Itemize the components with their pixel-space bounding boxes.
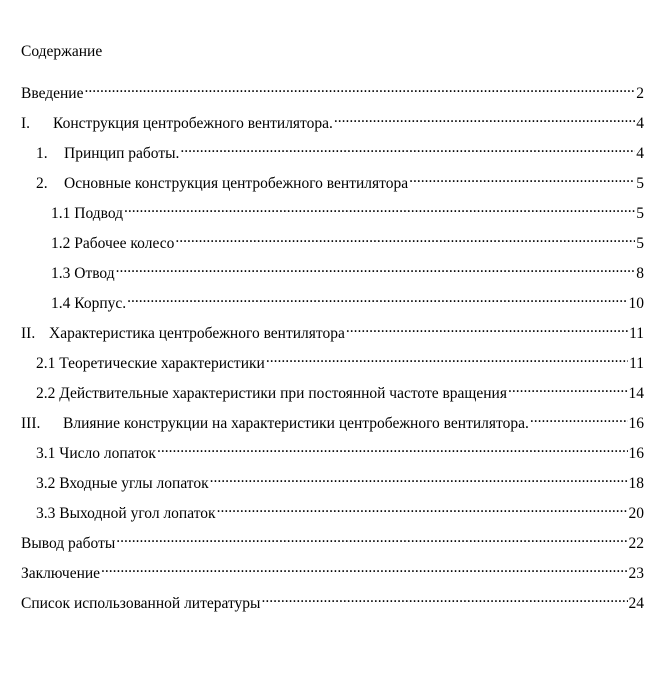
toc-leader <box>261 588 627 608</box>
toc-leader <box>175 228 635 248</box>
toc-entry-page: 4 <box>636 115 644 132</box>
toc-entry-label: 1.2 Рабочее колесо <box>51 235 175 252</box>
toc-leader <box>266 348 628 368</box>
toc-entry-number: I. <box>21 115 31 132</box>
toc-entry-page: 16 <box>628 445 644 462</box>
toc-leader <box>180 138 635 158</box>
toc-entry[interactable] <box>36 438 644 464</box>
toc-leader <box>127 288 627 308</box>
toc-leader <box>210 468 628 488</box>
toc-entry[interactable] <box>21 528 644 554</box>
toc-entry-label: 1.1 Подвод <box>51 205 124 222</box>
toc-entry-label: 1.4 Корпус. <box>51 295 127 312</box>
toc-entry-page: 4 <box>636 145 644 162</box>
toc-entry-page: 23 <box>628 565 644 582</box>
toc-entry-page: 11 <box>629 355 644 372</box>
toc-entry[interactable] <box>36 348 644 374</box>
toc-entry-label: Заключение <box>21 565 101 582</box>
toc-leader <box>84 78 635 98</box>
toc-entry-page: 8 <box>636 265 644 282</box>
toc-entry-label: 1.3 Отвод <box>51 265 115 282</box>
toc-entry-page: 5 <box>636 175 644 192</box>
toc-entry[interactable] <box>36 498 644 524</box>
toc-leader <box>508 378 628 398</box>
toc-entry-label: Основные конструкция центробежного вентилятора <box>64 175 409 192</box>
toc-leader <box>409 168 635 188</box>
toc-leader <box>530 408 628 428</box>
toc-entry-number: II. <box>21 325 36 342</box>
toc-entry[interactable] <box>21 408 644 434</box>
toc-entry-page: 16 <box>628 415 644 432</box>
toc-entry-page: 14 <box>628 385 644 402</box>
toc-entry[interactable] <box>36 378 644 404</box>
toc-entry-page: 11 <box>629 325 644 342</box>
toc-entry[interactable] <box>36 468 644 494</box>
toc-entry-label: 3.3 Выходной угол лопаток <box>36 505 216 522</box>
toc-entry-label: Введение <box>21 85 84 102</box>
toc-leader <box>217 498 628 518</box>
toc-heading: Содержание <box>21 43 103 60</box>
toc-entry[interactable] <box>51 198 644 224</box>
toc-entry-label: Список использованной литературы <box>21 595 261 612</box>
toc-entry[interactable] <box>36 138 644 164</box>
toc-entry-page: 22 <box>628 535 644 552</box>
toc-entry[interactable] <box>36 168 644 194</box>
toc-entry[interactable] <box>51 288 644 314</box>
toc-entry[interactable] <box>51 228 644 254</box>
toc-entry-label: 2.2 Действительные характеристики при постоянной частоте вращения <box>36 385 507 402</box>
toc-leader <box>116 258 636 278</box>
toc-leader <box>157 438 628 458</box>
toc-entry-number: 1. <box>36 145 48 162</box>
toc-entry-label: 3.1 Число лопаток <box>36 445 156 462</box>
toc-entry-page: 24 <box>628 595 644 612</box>
toc-entry-page: 10 <box>628 295 644 312</box>
toc-entry-label: 3.2 Входные углы лопаток <box>36 475 209 492</box>
toc-entry-number: 2. <box>36 175 48 192</box>
toc-entry[interactable] <box>21 78 644 104</box>
toc-leader <box>116 528 627 548</box>
toc-entry[interactable] <box>51 258 644 284</box>
toc-entry[interactable] <box>21 318 644 344</box>
toc-entry-page: 5 <box>636 205 644 222</box>
toc-leader <box>346 318 628 338</box>
toc-entry-label: 2.1 Теоретические характеристики <box>36 355 265 372</box>
toc-leader <box>124 198 635 218</box>
toc-entry-label: Конструкция центробежного вентилятора. <box>53 115 333 132</box>
toc-entry[interactable] <box>21 558 644 584</box>
toc-entry-label: Принцип работы. <box>64 145 180 162</box>
toc-entry-label: Характеристика центробежного вентилятора <box>49 325 345 342</box>
toc-entry[interactable] <box>21 588 644 614</box>
toc-leader <box>334 108 635 128</box>
toc-entry-page: 2 <box>636 85 644 102</box>
toc-entry-page: 20 <box>628 505 644 522</box>
toc-entry-page: 18 <box>628 475 644 492</box>
toc-entry-label: Влияние конструкции на характеристики центробежного вентилятора. <box>63 415 529 432</box>
toc-entry-page: 5 <box>636 235 644 252</box>
toc-entry-number: III. <box>21 415 41 432</box>
toc-leader <box>101 558 627 578</box>
toc-entry[interactable] <box>21 108 644 134</box>
toc-entry-label: Вывод работы <box>21 535 116 552</box>
